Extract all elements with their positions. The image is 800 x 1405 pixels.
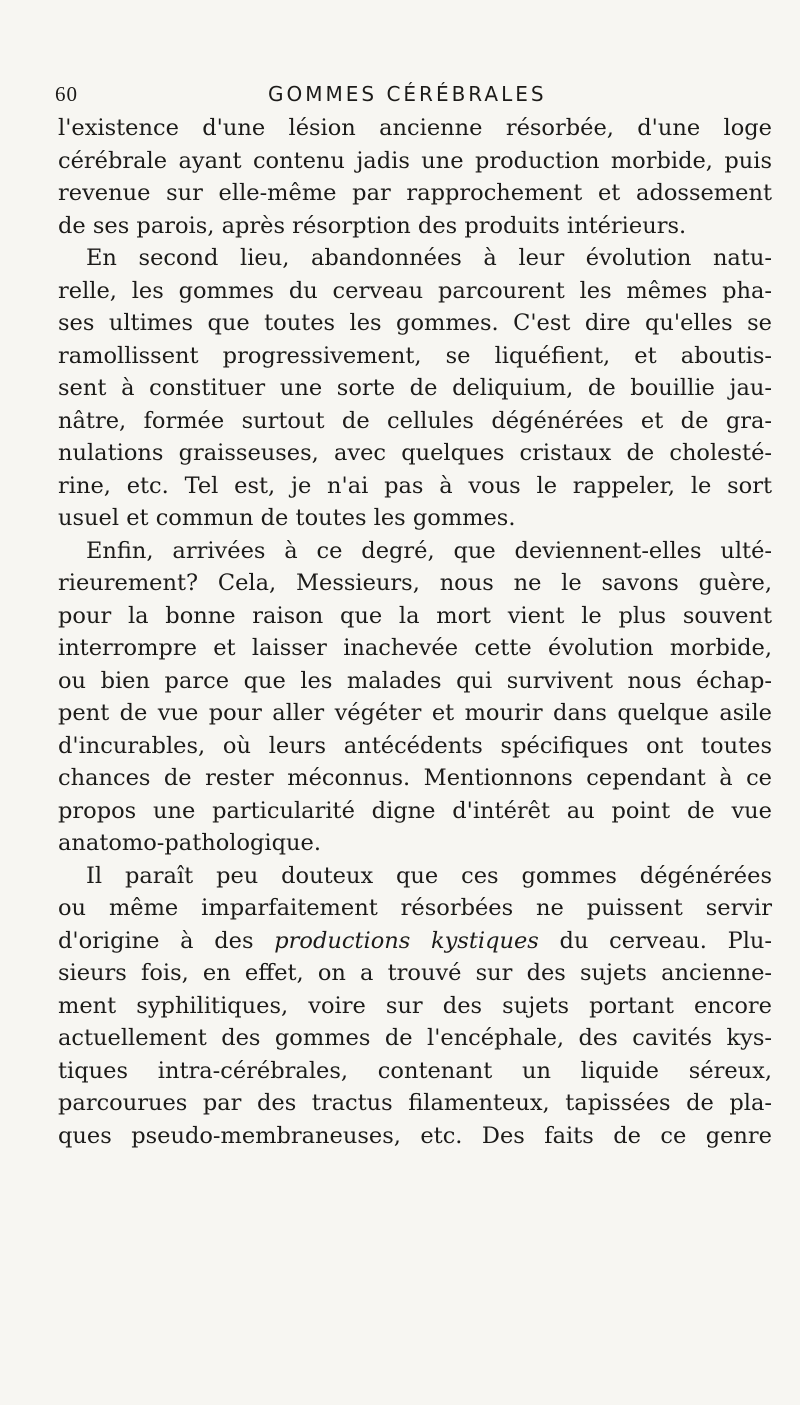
text-line: chances de rester méconnus. Mentionnons cependant à ce <box>58 765 772 791</box>
page-header <box>0 82 800 112</box>
text-line: relle, les gommes du cerveau parcourent les mêmes pha- <box>58 277 772 304</box>
text-line: rieurement? Cela, Messieurs, nous ne le savons guère, <box>58 570 772 596</box>
text-line: pour la bonne raison que la mort vient le plus souvent <box>58 602 772 629</box>
text-line: sent à constituer une sorte de deliquium, de bouillie jau- <box>58 375 772 401</box>
text-line: actuellement des gommes de l'encéphale, des cavités kys- <box>58 1025 772 1051</box>
text-line: de ses parois, après résorption des produits intérieurs. <box>58 212 687 239</box>
body-text <box>58 112 772 1152</box>
text-line: ses ultimes que toutes les gommes. C'est dire qu'elles se <box>58 310 772 336</box>
text-line: ment syphilitiques, voire sur des sujets portant encore <box>58 992 772 1019</box>
text-line: interrompre et laisser inachevée cette évolution morbide, <box>58 635 772 661</box>
text-line: cérébrale ayant contenu jadis une production morbide, puis <box>58 147 772 174</box>
text-line: propos une particularité digne d'intérêt au point de vue <box>58 797 772 824</box>
text-line: rine, etc. Tel est, je n'ai pas à vous le rappeler, le sort <box>58 472 772 499</box>
text-line: nulations graisseuses, avec quelques cristaux de cholesté- <box>58 440 772 466</box>
italic-phrase: productions kystiques <box>274 927 539 954</box>
page-number: 60 <box>55 82 78 106</box>
text-line: ou bien parce que les malades qui survivent nous échap- <box>58 667 772 694</box>
text-line: parcourues par des tractus filamenteux, tapissées de pla- <box>58 1090 772 1116</box>
text-segment: d'origine à des <box>58 927 275 954</box>
text-line: anatomo-pathologique. <box>58 830 321 856</box>
text-line: ques pseudo-membraneuses, etc. Des faits de ce genre <box>58 1122 772 1149</box>
text-line: d'incurables, où leurs antécédents spécifiques ont toutes <box>58 732 772 759</box>
text-line: revenue sur elle-même par rapprochement et adossement <box>58 180 772 206</box>
text-line-with-italic <box>58 925 772 958</box>
text-line: tiques intra-cérébrales, contenant un liquide séreux, <box>58 1057 772 1084</box>
text-line: pent de vue pour aller végéter et mourir dans quelque asile <box>58 700 772 726</box>
text-line: sieurs fois, en effet, on a trouvé sur des sujets ancienne- <box>58 960 772 986</box>
running-head: GOMMES CÉRÉBRALES <box>268 82 547 106</box>
text-line: usuel et commun de toutes les gommes. <box>58 505 516 531</box>
text-line: nâtre, formée surtout de cellules dégénérées et de gra- <box>58 407 772 434</box>
text-line: En second lieu, abandonnées à leur évolution natu- <box>86 245 772 271</box>
text-line: ramollissent progressivement, se liquéfient, et aboutis- <box>58 342 772 369</box>
text-segment: du cerveau. Plu- <box>538 927 773 954</box>
text-line: Il paraît peu douteux que ces gommes dégénérées <box>86 862 772 889</box>
text-line: ou même imparfaitement résorbées ne puissent servir <box>58 895 772 921</box>
text-line: Enfin, arrivées à ce degré, que deviennent-elles ulté- <box>86 537 772 564</box>
text-line: l'existence d'une lésion ancienne résorbée, d'une loge <box>58 115 772 141</box>
